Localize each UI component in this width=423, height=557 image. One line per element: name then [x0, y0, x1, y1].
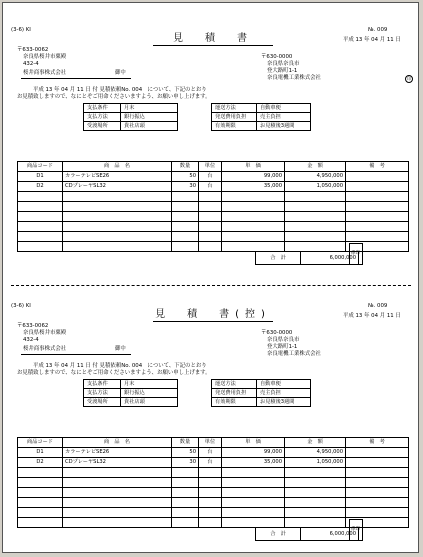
empty-cell	[346, 508, 409, 518]
cell-qty: 30	[172, 458, 199, 468]
sender-postal-code: 〒630-0000	[261, 330, 293, 336]
empty-cell	[199, 518, 222, 528]
empty-cell	[346, 488, 409, 498]
empty-cell	[18, 498, 63, 508]
header-note: 備 考	[346, 438, 409, 448]
table-row	[18, 468, 409, 478]
stamp-box	[349, 243, 363, 265]
cell-name: カラーテレビSE26	[63, 448, 172, 458]
cell-code: D1	[18, 172, 63, 182]
empty-cell	[63, 478, 172, 488]
empty-cell	[18, 508, 63, 518]
empty-cell	[222, 508, 285, 518]
condition-value: 売主負担	[257, 389, 311, 398]
intro-text-line2: お見積致しますので、なにとぞご用命くださいますよう、お願い申し上げます。	[17, 94, 211, 100]
document-number: №. 009	[368, 303, 388, 309]
company-seal-icon: 印	[407, 76, 411, 81]
condition-label: 受渡場所	[84, 122, 121, 131]
cell-unit: 台	[199, 182, 222, 192]
condition-value: 銀行振込	[121, 389, 178, 398]
empty-cell	[63, 232, 172, 242]
empty-cell	[285, 498, 346, 508]
empty-cell	[199, 212, 222, 222]
recipient-company: 桜井商事株式会社	[23, 346, 67, 352]
empty-cell	[18, 242, 63, 252]
conditions-table-right	[211, 103, 311, 131]
empty-cell	[222, 468, 285, 478]
cell-name: CDプレーヤSL32	[63, 458, 172, 468]
header-code: 商品コード	[18, 438, 63, 448]
cell-unit: 台	[199, 458, 222, 468]
total-amount: 6,000,000	[301, 252, 359, 265]
condition-label: 支払条件	[84, 380, 121, 389]
empty-cell	[172, 468, 199, 478]
empty-cell	[18, 232, 63, 242]
empty-cell	[222, 478, 285, 488]
empty-cell	[199, 498, 222, 508]
empty-cell	[199, 478, 222, 488]
empty-cell	[222, 202, 285, 212]
sender-address-line1: 奈良県奈良市	[267, 61, 300, 67]
cell-price: 99,000	[222, 172, 285, 182]
quotation-copy-form	[3, 299, 419, 553]
empty-cell	[199, 508, 222, 518]
empty-cell	[63, 212, 172, 222]
cell-code: D2	[18, 458, 63, 468]
empty-cell	[285, 508, 346, 518]
table-row	[18, 508, 409, 518]
cell-amount: 1,050,000	[285, 182, 346, 192]
empty-cell	[285, 212, 346, 222]
empty-cell	[172, 232, 199, 242]
table-row	[18, 182, 409, 192]
table-row	[18, 212, 409, 222]
empty-cell	[199, 222, 222, 232]
empty-cell	[346, 202, 409, 212]
items-table	[17, 437, 409, 528]
empty-cell	[172, 488, 199, 498]
header-qty: 数量	[172, 162, 199, 172]
empty-cell	[63, 468, 172, 478]
cell-price: 35,000	[222, 182, 285, 192]
condition-value: 貴社店頭	[121, 398, 178, 407]
header-code: 商品コード	[18, 162, 63, 172]
cell-unit: 台	[199, 448, 222, 458]
condition-value: 銀行振込	[121, 113, 178, 122]
sender-postal-code: 〒630-0000	[261, 54, 293, 60]
recipient-address-line1: 奈良県桜井市粟殿	[23, 330, 67, 336]
empty-cell	[63, 488, 172, 498]
condition-value: 売主負担	[257, 113, 311, 122]
document-number: №. 009	[368, 27, 388, 33]
cell-price: 35,000	[222, 458, 285, 468]
empty-cell	[18, 478, 63, 488]
cell-name: カラーテレビSE26	[63, 172, 172, 182]
total-amount: 6,000,000	[301, 528, 359, 541]
cell-note	[346, 172, 409, 182]
empty-cell	[285, 202, 346, 212]
title-underline	[153, 45, 273, 46]
table-row	[18, 488, 409, 498]
document-title: 見 積 書	[173, 33, 253, 44]
empty-cell	[222, 212, 285, 222]
honorific: 御中	[115, 70, 126, 76]
condition-value: お見積後3週間	[257, 398, 311, 407]
header-price: 単 価	[222, 438, 285, 448]
items-header-row	[18, 162, 409, 172]
empty-cell	[346, 222, 409, 232]
table-row	[18, 458, 409, 468]
header-note: 備 考	[346, 162, 409, 172]
stamp-label: 係印	[350, 244, 363, 265]
condition-row	[212, 113, 311, 122]
recipient-postal-code: 〒633-0062	[17, 47, 49, 53]
intro-text-line1: 平成 13 年 04 月 11 日 付 見積依頼No. 004 について、下記のとおり	[33, 363, 207, 369]
condition-row	[84, 122, 178, 131]
header-amount: 金 額	[285, 438, 346, 448]
empty-cell	[285, 242, 346, 252]
cell-amount: 4,950,000	[285, 172, 346, 182]
intro-text-line2: お見積致しますので、なにとぞご用命くださいますよう、お願い申し上げます。	[17, 370, 211, 376]
cell-note	[346, 182, 409, 192]
recipient-address-line1: 奈良県桜井市粟殿	[23, 54, 67, 60]
empty-cell	[199, 468, 222, 478]
condition-label: 支払条件	[84, 104, 121, 113]
condition-label: 有効期限	[212, 122, 257, 131]
condition-row	[84, 398, 178, 407]
stamp-row	[350, 520, 363, 541]
table-row	[18, 222, 409, 232]
header-qty: 数量	[172, 438, 199, 448]
sender-address-line1: 奈良県奈良市	[267, 337, 300, 343]
document-title: 見 積 書(控)	[155, 309, 271, 320]
condition-label: 運送方法	[212, 104, 257, 113]
total-row	[256, 252, 359, 265]
table-row	[18, 192, 409, 202]
recipient-company: 桜井商事株式会社	[23, 70, 67, 76]
empty-cell	[63, 242, 172, 252]
form-code: (3-6) KI	[11, 27, 31, 33]
table-row	[18, 448, 409, 458]
total-table	[255, 251, 359, 265]
empty-cell	[199, 192, 222, 202]
conditions-table-left	[83, 103, 178, 131]
empty-cell	[346, 498, 409, 508]
table-row	[18, 202, 409, 212]
recipient-underline	[21, 354, 131, 355]
condition-value: 月末	[121, 104, 178, 113]
empty-cell	[346, 468, 409, 478]
empty-cell	[222, 222, 285, 232]
condition-label: 運送方法	[212, 380, 257, 389]
cut-line-divider	[11, 285, 411, 286]
empty-cell	[285, 488, 346, 498]
empty-cell	[18, 212, 63, 222]
condition-label: 支払方法	[84, 113, 121, 122]
empty-cell	[222, 242, 285, 252]
header-name: 商 品 名	[63, 162, 172, 172]
sender-address-line2: 登大路町1-1	[267, 344, 298, 350]
empty-cell	[172, 222, 199, 232]
total-label: 合 計	[256, 528, 301, 541]
empty-cell	[172, 498, 199, 508]
empty-cell	[285, 232, 346, 242]
table-row	[18, 498, 409, 508]
title-underline	[153, 321, 273, 322]
empty-cell	[346, 478, 409, 488]
empty-cell	[285, 468, 346, 478]
condition-label: 支払方法	[84, 389, 121, 398]
table-row	[18, 478, 409, 488]
stamp-row	[350, 244, 363, 265]
table-row	[18, 172, 409, 182]
empty-cell	[222, 518, 285, 528]
quotation-form	[3, 23, 419, 288]
condition-label: 有効期限	[212, 398, 257, 407]
empty-cell	[172, 192, 199, 202]
cell-amount: 1,050,000	[285, 458, 346, 468]
recipient-underline	[21, 78, 131, 79]
empty-cell	[172, 518, 199, 528]
empty-cell	[199, 232, 222, 242]
empty-cell	[18, 202, 63, 212]
sender-company: 奈良電機工業株式会社	[267, 75, 321, 81]
empty-cell	[18, 518, 63, 528]
cell-unit: 台	[199, 172, 222, 182]
total-row	[256, 528, 359, 541]
empty-cell	[63, 518, 172, 528]
empty-cell	[63, 222, 172, 232]
condition-row	[212, 380, 311, 389]
condition-label: 発送費用負担	[212, 113, 257, 122]
empty-cell	[172, 212, 199, 222]
empty-cell	[346, 232, 409, 242]
condition-row	[84, 389, 178, 398]
empty-cell	[285, 478, 346, 488]
cell-qty: 50	[172, 172, 199, 182]
empty-cell	[63, 192, 172, 202]
cell-code: D1	[18, 448, 63, 458]
empty-cell	[63, 508, 172, 518]
recipient-address-line2: 432-4	[23, 61, 39, 67]
condition-value: 月末	[121, 380, 178, 389]
stamp-box	[349, 519, 363, 541]
empty-cell	[285, 192, 346, 202]
cell-price: 99,000	[222, 448, 285, 458]
empty-cell	[63, 202, 172, 212]
recipient-address-line2: 432-4	[23, 337, 39, 343]
empty-cell	[18, 468, 63, 478]
empty-cell	[172, 242, 199, 252]
condition-label: 発送費用負担	[212, 389, 257, 398]
header-unit: 単位	[199, 438, 222, 448]
header-unit: 単位	[199, 162, 222, 172]
issue-date: 平成 13 年 04 月 11 日	[343, 313, 401, 319]
sender-company: 奈良電機工業株式会社	[267, 351, 321, 357]
empty-cell	[18, 488, 63, 498]
cell-name: CDプレーヤSL32	[63, 182, 172, 192]
cell-amount: 4,950,000	[285, 448, 346, 458]
items-header-row	[18, 438, 409, 448]
empty-cell	[199, 488, 222, 498]
condition-row	[212, 389, 311, 398]
items-table	[17, 161, 409, 252]
empty-cell	[199, 242, 222, 252]
empty-cell	[172, 202, 199, 212]
sender-address-line2: 登大路町1-1	[267, 68, 298, 74]
header-amount: 金 額	[285, 162, 346, 172]
empty-cell	[172, 508, 199, 518]
recipient-postal-code: 〒633-0062	[17, 323, 49, 329]
cell-code: D2	[18, 182, 63, 192]
condition-row	[212, 104, 311, 113]
header-name: 商 品 名	[63, 438, 172, 448]
total-label: 合 計	[256, 252, 301, 265]
condition-row	[212, 398, 311, 407]
empty-cell	[346, 212, 409, 222]
cell-note	[346, 458, 409, 468]
empty-cell	[346, 192, 409, 202]
issue-date: 平成 13 年 04 月 11 日	[343, 37, 401, 43]
honorific: 御中	[115, 346, 126, 352]
empty-cell	[18, 222, 63, 232]
document-page	[2, 2, 419, 553]
empty-cell	[222, 498, 285, 508]
total-table	[255, 527, 359, 541]
conditions-table-left	[83, 379, 178, 407]
header-price: 単 価	[222, 162, 285, 172]
empty-cell	[285, 518, 346, 528]
empty-cell	[63, 498, 172, 508]
condition-value: 自動車便	[257, 104, 311, 113]
empty-cell	[172, 478, 199, 488]
empty-cell	[199, 202, 222, 212]
condition-value: 自動車便	[257, 380, 311, 389]
cell-qty: 50	[172, 448, 199, 458]
condition-value: 貴社店頭	[121, 122, 178, 131]
cell-qty: 30	[172, 182, 199, 192]
condition-row	[84, 104, 178, 113]
table-row	[18, 232, 409, 242]
intro-text-line1: 平成 13 年 04 月 11 日 付 見積依頼No. 004 について、下記のとおり	[33, 87, 207, 93]
condition-row	[84, 380, 178, 389]
empty-cell	[222, 488, 285, 498]
conditions-table-right	[211, 379, 311, 407]
form-code: (3-6) KI	[11, 303, 31, 309]
condition-value: お見積後3週間	[257, 122, 311, 131]
empty-cell	[18, 192, 63, 202]
stamp-label: 係印	[350, 520, 363, 541]
condition-label: 受渡場所	[84, 398, 121, 407]
empty-cell	[285, 222, 346, 232]
cell-note	[346, 448, 409, 458]
condition-row	[84, 113, 178, 122]
condition-row	[212, 122, 311, 131]
empty-cell	[222, 192, 285, 202]
empty-cell	[222, 232, 285, 242]
